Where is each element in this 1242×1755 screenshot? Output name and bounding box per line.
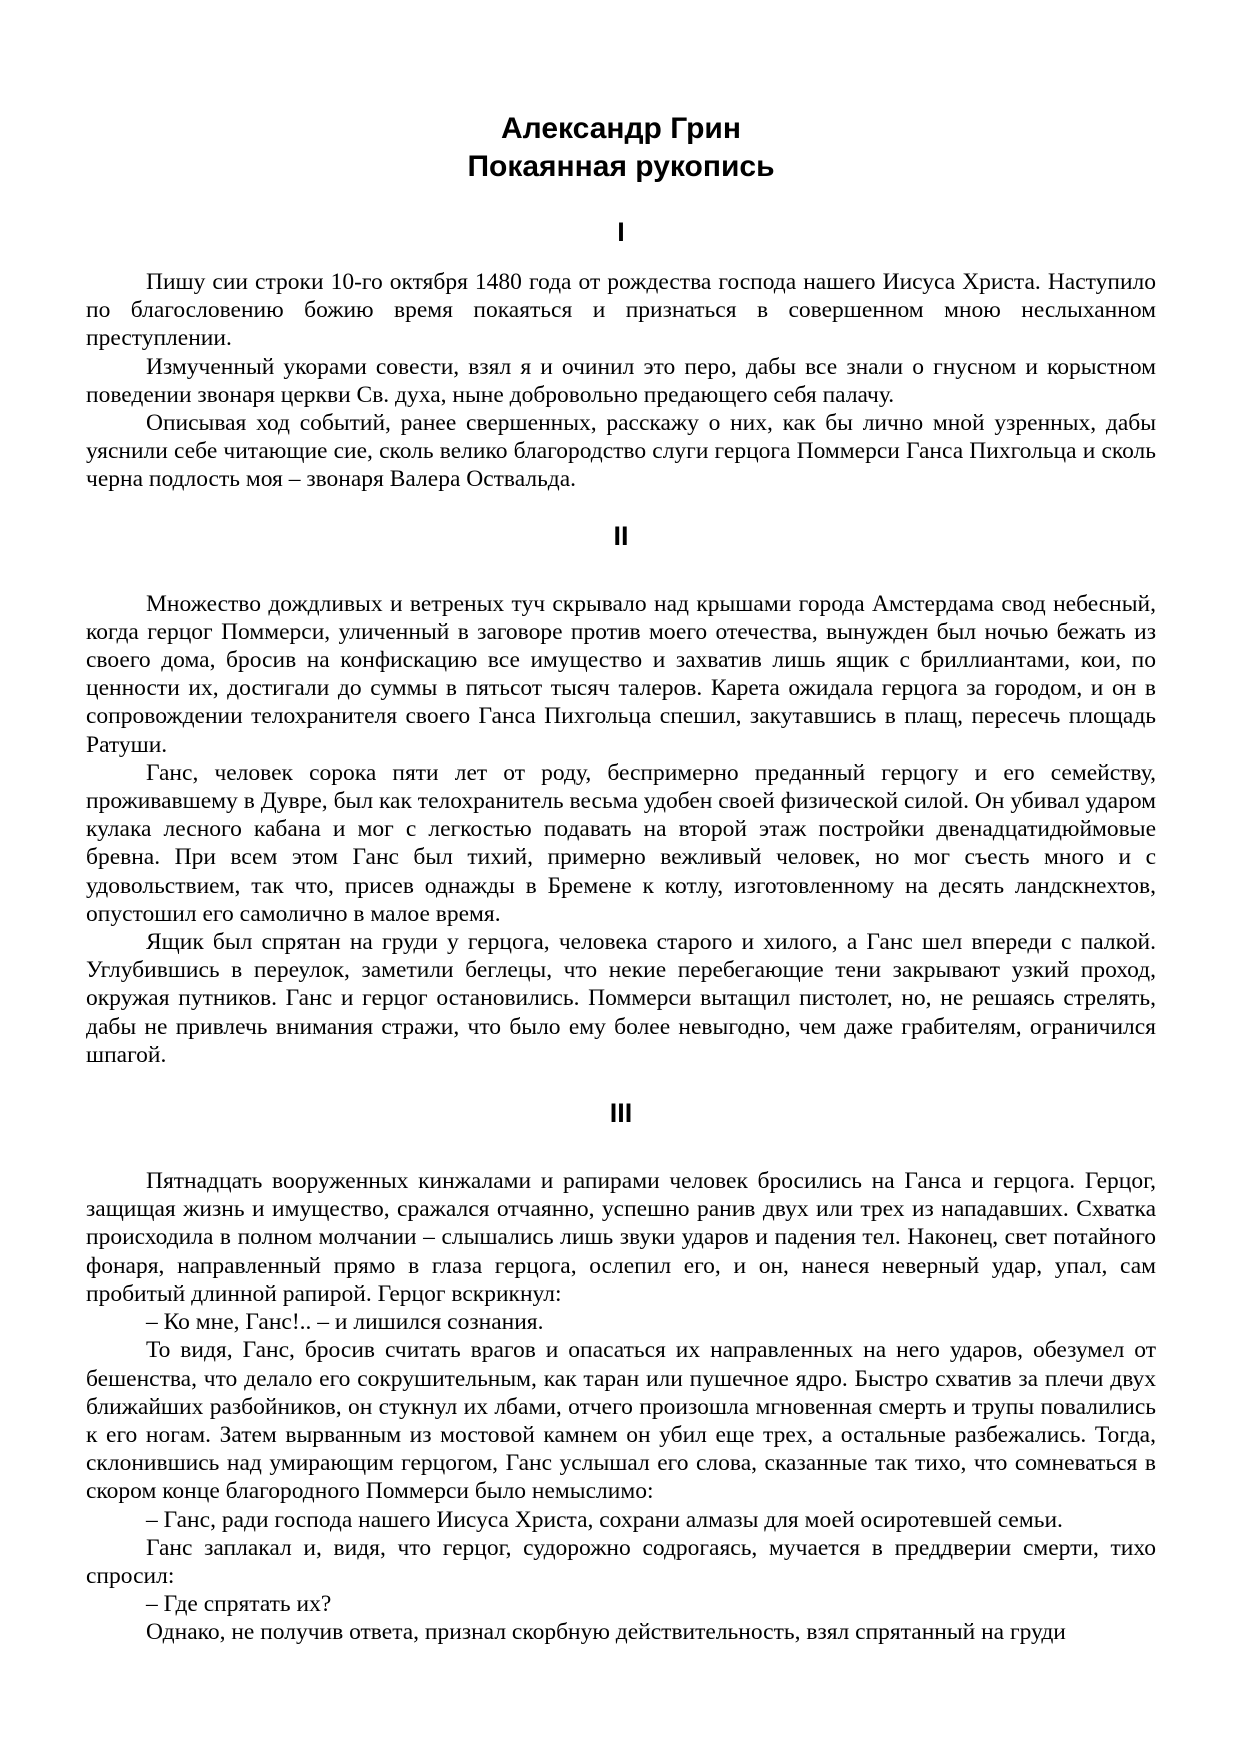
- paragraph: Описывая ход событий, ранее свершенных, расскажу о них, как бы лично мной узренных, дабы уяснили себе читающие сие, сколь велико благородство слуги герцога Поммерси Ганса Пихгольца и сколь черна подлость моя – звонаря Валера Оствальда.: [86, 410, 1156, 493]
- author-name: Александр Грин: [501, 112, 741, 145]
- section-heading: III: [609, 1098, 633, 1129]
- paragraph: Ганс заплакал и, видя, что герцог, судорожно содрогаясь, мучается в преддверии смерти, тихо спросил:: [86, 1534, 1156, 1589]
- section-2: [86, 520, 1156, 1069]
- section-1: [86, 216, 1156, 494]
- section-heading: I: [617, 217, 625, 247]
- paragraph: Множество дождливых и ветреных туч скрывало над крышами города Амстердама свод небесный, когда герцог Поммерси, уличенный в заговоре против моего отечества, вынужден был ночью бежать из своего дома, бросив на конфискацию все имущество и захватив лишь ящик с бриллиантами, кои, по ценности их, достигали до суммы в пятьсот тысяч талеров. Карета ожидала герцога за городом, и он в сопровождении телохранителя своего Ганса Пихгольца спешил, закутавшись в плащ, пересечь площадь Ратуши.: [86, 590, 1156, 758]
- paragraph: Ганс, человек сорока пяти лет от роду, беспримерно преданный герцогу и его семейству, проживавшему в Дувре, был как телохранитель весьма удобен своей физической силой. Он убивал ударом кулака лесного кабана и мог с легкостью подавать на второй этаж постройки двенадцатидюймовые бревна. При всем этом Ганс был тихий, примерно вежливый человек, но мог съесть много и с удовольствием, так что, присев однажды в Бремене к котлу, изготовленному на десять ландскнехтов, опустошил его самолично в малое время.: [86, 759, 1156, 927]
- paragraph: Пишу сии строки 10-го октября 1480 года от рождества господа нашего Иисуса Христа. Наступило по благословению божию время покаяться и признаться в совершенном мною неслыханном преступлении.: [86, 269, 1156, 352]
- section-3: [86, 1097, 1156, 1646]
- title-block: [86, 110, 1156, 186]
- section-heading: II: [613, 520, 629, 551]
- dialogue-line: – Ко мне, Ганс!.. – и лишился сознания.: [146, 1309, 544, 1336]
- paragraph: То видя, Ганс, бросив считать врагов и опасаться их направленных на него ударов, обезумел от бешенства, что делало его сокрушительным, как таран или пушечное ядро. Быстро схватив за плечи двух ближайших разбойников, он стукнул их лбами, отчего произошла мгновенная смерть и трупы повалились к его ногам. Затем вырванным из мостовой камнем он убил еще трех, а остальные разбежались. Тогда, склонившись над умирающим герцогом, Ганс услышал его слова, сказанные так тихо, что сомневаться в скором конце благородного Поммерси было немыслимо:: [86, 1337, 1156, 1505]
- paragraph: Однако, не получив ответа, признал скорбную действительность, взял спрятанный на груди: [146, 1619, 1066, 1646]
- paragraph: Пятнадцать вооруженных кинжалами и рапирами человек бросились на Ганса и герцога. Герцог, защищая жизнь и имущество, сражался отчаянно, успешно ранив двух или трех из нападавших. Схватка происходила в полном молчании – слышались лишь звуки ударов и падения тел. Наконец, свет потайного фонаря, направленный прямо в глаза герцога, ослепил его, и он, нанеся неверный удар, упал, сам пробитый длинной рапирой. Герцог вскрикнул:: [86, 1168, 1156, 1307]
- dialogue-line: – Ганс, ради господа нашего Иисуса Христа, сохрани алмазы для моей осиротевшей семьи.: [146, 1506, 1063, 1533]
- dialogue-line: – Где спрятать их?: [146, 1591, 332, 1618]
- document-title: Покаянная рукопись: [467, 150, 775, 183]
- paragraph: Ящик был спрятан на груди у герцога, человека старого и хилого, а Ганс шел впереди с палкой. Углубившись в переулок, заметили беглецы, что некие перебегающие тени закрывают узкий проход, окружая путников. Ганс и герцог остановились. Поммерси вытащил пистолет, но, не решаясь стрелять, дабы не привлечь внимания стражи, что было ему более невыгодно, чем даже грабителям, ограничился шпагой.: [86, 929, 1156, 1068]
- document-page: [86, 110, 1156, 1647]
- paragraph: Измученный укорами совести, взял я и очинил это перо, дабы все знали о гнусном и корыстном поведении звонаря церкви Св. духа, ныне добровольно предающего себя палачу.: [86, 353, 1156, 408]
